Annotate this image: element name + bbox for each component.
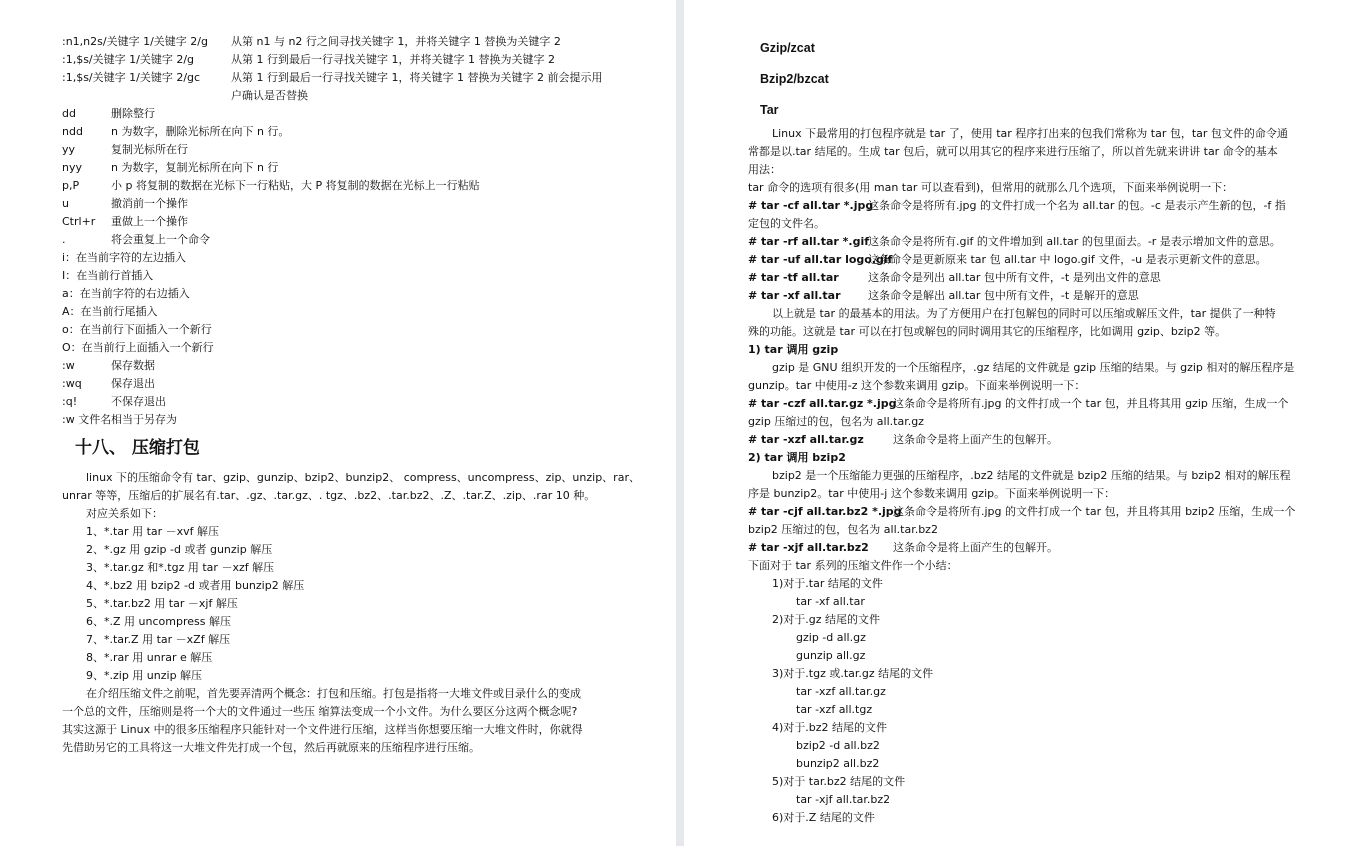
bzip2-example-command: # tar -xjf all.tar.bz2 xyxy=(748,541,869,554)
summary-item-command: tar -xf all.tar xyxy=(796,595,865,608)
summary-item-title: 1)对于.tar 结尾的文件 xyxy=(772,577,883,590)
gzip-example-description: 这条命令是将所有.jpg 的文件打成一个 tar 包，并且将其用 gzip 压缩，生成一个 xyxy=(893,397,1289,410)
save-command-description: 保存退出 xyxy=(111,377,155,390)
tar-example-description: 这条命令是列出 all.tar 包中所有文件，-t 是列出文件的意思 xyxy=(868,271,1161,284)
vi-command: ndd xyxy=(62,125,83,138)
save-command: :w xyxy=(62,359,75,372)
summary-item-command: gunzip all.gz xyxy=(796,649,866,662)
intro-paragraph-line: 对应关系如下： xyxy=(86,507,163,520)
summary-item-command: tar -xzf all.tgz xyxy=(796,703,873,716)
extension-mapping-item: 8、*.rar 用 unrar e 解压 xyxy=(86,651,213,664)
summary-item-title: 3)对于.tgz 或.tar.gz 结尾的文件 xyxy=(772,667,934,680)
tar-example-command: # tar -rf all.tar *.gif xyxy=(748,235,870,248)
insert-mode-line: A：在当前行尾插入 xyxy=(62,305,158,318)
vi-command-description: 从第 1 行到最后一行寻找关键字 1，将关键字 1 替换为关键字 2 前会提示用 xyxy=(231,71,603,84)
summary-item-command: bunzip2 all.bz2 xyxy=(796,757,880,770)
intro-paragraph-line: unrar 等等，压缩后的扩展名有.tar、.gz、.tar.gz、. tgz、.bz2、.tar.bz2、.Z、.tar.Z、.zip、.rar 10 种。 xyxy=(62,489,596,502)
gzip-example-command: # tar -czf all.tar.gz *.jpg xyxy=(748,397,897,410)
bzip2-section-title: 2) tar 调用 bzip2 xyxy=(748,451,846,464)
closing-paragraph-line: 在介绍压缩文件之前呢，首先要弄清两个概念：打包和压缩。打包是指将一大堆文件或目录什么的变成 xyxy=(86,687,581,700)
gzip-example-description: gzip 压缩过的包，包名为 all.tar.gz xyxy=(748,415,924,428)
extension-mapping-item: 9、*.zip 用 unzip 解压 xyxy=(86,669,203,682)
vi-command-description: 删除整行 xyxy=(111,107,155,120)
summary-item-command: tar -xzf all.tar.gz xyxy=(796,685,886,698)
insert-mode-line: O：在当前行上面插入一个新行 xyxy=(62,341,214,354)
gzip-example-command: # tar -xzf all.tar.gz xyxy=(748,433,864,446)
vi-command: :n1,n2s/关键字 1/关键字 2/g xyxy=(62,35,208,48)
extension-mapping-item: 5、*.tar.bz2 用 tar －xjf 解压 xyxy=(86,597,238,610)
tar-intro-line: 常都是以.tar 结尾的。生成 tar 包后，就可以用其它的程序来进行压缩了，所以首先就来讲讲 tar 命令的基本 xyxy=(748,145,1278,158)
bzip2-description-line: bzip2 是一个压缩能力更强的压缩程序，.bz2 结尾的文件就是 bzip2 压缩的结果。与 bzip2 相对的解压程 xyxy=(772,469,1291,482)
tar-intro-line: tar 命令的选项有很多(用 man tar 可以查看到)，但常用的就那么几个选项，下面来举例说明一下： xyxy=(748,181,1234,194)
bzip2-example-description: 这条命令是将上面产生的包解开。 xyxy=(893,541,1058,554)
summary-item-title: 6)对于.Z 结尾的文件 xyxy=(772,811,875,824)
tar-example-command: # tar -cf all.tar *.jpg xyxy=(748,199,874,212)
tar-example-description: 这条命令是解出 all.tar 包中所有文件，-t 是解开的意思 xyxy=(868,289,1139,302)
gzip-description-line: gunzip。tar 中使用-z 这个参数来调用 gzip。下面来举例说明一下： xyxy=(748,379,1086,392)
vi-command: dd xyxy=(62,107,76,120)
tar-example-description: 这条命令是更新原来 tar 包 all.tar 中 logo.gif 文件，-u 是表示更新文件的意思。 xyxy=(868,253,1267,266)
summary-item-title: 4)对于.bz2 结尾的文件 xyxy=(772,721,888,734)
closing-paragraph-line: 一个总的文件，压缩则是将一个大的文件通过一些压 缩算法变成一个小文件。为什么要区分这两个概念呢? xyxy=(62,705,578,718)
save-command-description: 保存数据 xyxy=(111,359,155,372)
tar-intro-line: Linux 下最常用的打包程序就是 tar 了，使用 tar 程序打出来的包我们常称为 tar 包，tar 包文件的命令通 xyxy=(772,127,1288,140)
document-page-right xyxy=(684,0,1354,846)
insert-mode-line: I：在当前行首插入 xyxy=(62,269,154,282)
gzip-section-title: 1) tar 调用 gzip xyxy=(748,343,839,356)
section-title: 十八、 压缩打包 xyxy=(75,438,200,458)
summary-item-command: gzip -d all.gz xyxy=(796,631,866,644)
save-command-description: 不保存退出 xyxy=(111,395,166,408)
vi-command: p,P xyxy=(62,179,80,192)
tar-example-command: # tar -tf all.tar xyxy=(748,271,839,284)
insert-mode-line: o：在当前行下面插入一个新行 xyxy=(62,323,212,336)
tar-example-command: # tar -uf all.tar logo.gif xyxy=(748,253,893,266)
closing-paragraph-line: 先借助另它的工具将这一大堆文件先打成一个包，然后再就原来的压缩程序进行压缩。 xyxy=(62,741,480,754)
bzip2-example-description: 这条命令是将所有.jpg 的文件打成一个 tar 包，并且将其用 bzip2 压缩，生成一个 xyxy=(893,505,1296,518)
vi-command: :1,$s/关键字 1/关键字 2/gc xyxy=(62,71,201,84)
closing-paragraph-line: 其实这源于 Linux 中的很多压缩程序只能针对一个文件进行压缩，这样当你想要压缩一大堆文件时，你就得 xyxy=(62,723,583,736)
vi-command-description: 小 p 将复制的数据在光标下一行粘贴，大 P 将复制的数据在光标上一行粘贴 xyxy=(111,179,480,192)
summary-item-title: 2)对于.gz 结尾的文件 xyxy=(772,613,881,626)
save-command: :q! xyxy=(62,395,78,408)
save-command-description: 相当于另存为 xyxy=(111,413,177,426)
vi-command: . xyxy=(62,233,66,246)
vi-command-description: n 为数字，删除光标所在向下 n 行。 xyxy=(111,125,290,138)
vi-command: yy xyxy=(62,143,76,156)
vi-command-description: n 为数字，复制光标所在向下 n 行 xyxy=(111,161,279,174)
summary-item-title: 5)对于 tar.bz2 结尾的文件 xyxy=(772,775,906,788)
gzip-example-description: 这条命令是将上面产生的包解开。 xyxy=(893,433,1058,446)
vi-command-description: 撤消前一个操作 xyxy=(111,197,188,210)
tar-summary-line: 殊的功能。这就是 tar 可以在打包或解包的同时调用其它的压缩程序，比如调用 gzip、bzip2 等。 xyxy=(748,325,1227,338)
tar-intro-line: 用法： xyxy=(748,163,781,176)
tar-example-description: 定包的文件名。 xyxy=(748,217,825,230)
extension-mapping-item: 1、*.tar 用 tar －xvf 解压 xyxy=(86,525,220,538)
heading-tar: Tar xyxy=(760,103,779,117)
heading-gzip-zcat: Gzip/zcat xyxy=(760,41,815,55)
vi-command-description: 户确认是否替换 xyxy=(231,89,308,102)
extension-mapping-item: 3、*.tar.gz 和*.tgz 用 tar －xzf 解压 xyxy=(86,561,275,574)
extension-mapping-item: 4、*.bz2 用 bzip2 -d 或者用 bunzip2 解压 xyxy=(86,579,305,592)
save-command: :wq xyxy=(62,377,82,390)
save-command: :w 文件名 xyxy=(62,413,112,426)
insert-mode-line: i：在当前字符的左边插入 xyxy=(62,251,187,264)
bzip2-example-description: bzip2 压缩过的包，包名为 all.tar.bz2 xyxy=(748,523,938,536)
vi-command: :1,$s/关键字 1/关键字 2/g xyxy=(62,53,195,66)
vi-command: Ctrl+r xyxy=(62,215,96,228)
vi-command: nyy xyxy=(62,161,82,174)
summary-item-command: bzip2 -d all.bz2 xyxy=(796,739,880,752)
insert-mode-line: a：在当前字符的右边插入 xyxy=(62,287,190,300)
extension-mapping-item: 7、*.tar.Z 用 tar －xZf 解压 xyxy=(86,633,231,646)
document-page-left xyxy=(0,0,676,846)
tar-example-description: 这条命令是将所有.gif 的文件增加到 all.tar 的包里面去。-r 是表示增加文件的意思。 xyxy=(868,235,1281,248)
heading-bzip2-bzcat: Bzip2/bzcat xyxy=(760,72,829,86)
extension-mapping-item: 2、*.gz 用 gzip -d 或者 gunzip 解压 xyxy=(86,543,273,556)
tar-example-description: 这条命令是将所有.jpg 的文件打成一个名为 all.tar 的包。-c 是表示产生新的包，-f 指 xyxy=(868,199,1286,212)
vi-command-description: 将会重复上一个命令 xyxy=(111,233,210,246)
vi-command-description: 从第 n1 与 n2 行之间寻找关键字 1，并将关键字 1 替换为关键字 2 xyxy=(231,35,561,48)
vi-command-description: 从第 1 行到最后一行寻找关键字 1，并将关键字 1 替换为关键字 2 xyxy=(231,53,555,66)
summary-intro: 下面对于 tar 系列的压缩文件作一个小结： xyxy=(748,559,958,572)
tar-example-command: # tar -xf all.tar xyxy=(748,289,841,302)
tar-summary-line: 以上就是 tar 的最基本的用法。为了方便用户在打包解包的同时可以压缩或解压文件，tar 提供了一种特 xyxy=(772,307,1276,320)
page-gutter xyxy=(676,0,684,846)
vi-command-description: 重做上一个操作 xyxy=(111,215,188,228)
summary-item-command: tar -xjf all.tar.bz2 xyxy=(796,793,891,806)
intro-paragraph-line: linux 下的压缩命令有 tar、gzip、gunzip、bzip2、bunzip2、 compress、uncompress、zip、unzip、rar、 xyxy=(86,471,640,484)
extension-mapping-item: 6、*.Z 用 uncompress 解压 xyxy=(86,615,231,628)
gzip-description-line: gzip 是 GNU 组织开发的一个压缩程序，.gz 结尾的文件就是 gzip 压缩的结果。与 gzip 相对的解压程序是 xyxy=(772,361,1295,374)
vi-command: u xyxy=(62,197,69,210)
bzip2-example-command: # tar -cjf all.tar.bz2 *.jpg xyxy=(748,505,902,518)
bzip2-description-line: 序是 bunzip2。tar 中使用-j 这个参数来调用 gzip。下面来举例说明一下： xyxy=(748,487,1116,500)
vi-command-description: 复制光标所在行 xyxy=(111,143,188,156)
